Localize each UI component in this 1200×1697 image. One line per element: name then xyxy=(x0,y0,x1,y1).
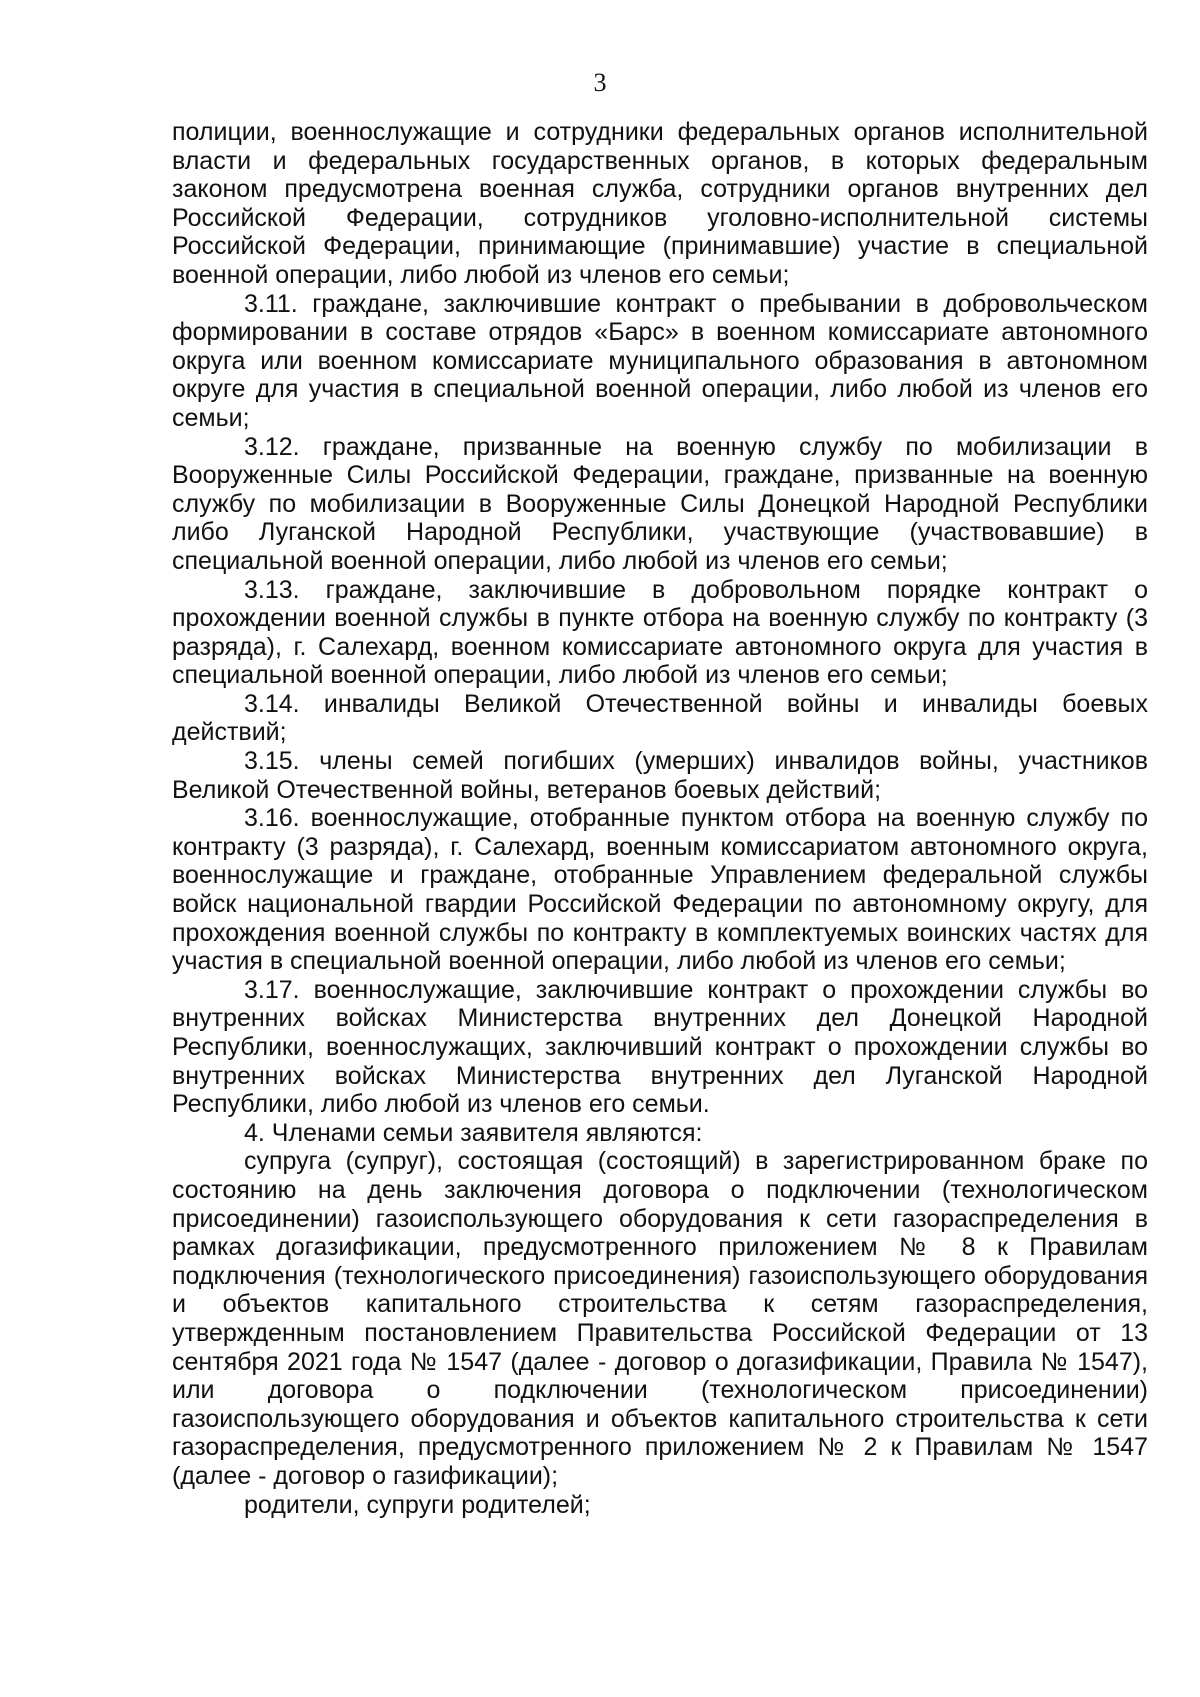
paragraph-3-14: 3.14. инвалиды Великой Отечественной войны и инвалиды боевых действий; xyxy=(172,689,1148,747)
paragraph-3-17: 3.17. военнослужащие, заключившие контракт о прохождении службы во внутренних войсках Министерства внутренних дел Донецкой Народной Республики, военнослужащих, заключивший контракт о прохождении службы во внутренних войсках Министерства внутренних дел Луганской Народной Республики, либо любой из членов его семьи. xyxy=(172,975,1148,1119)
paragraph-4-heading: 4. Членами семьи заявителя являются: xyxy=(244,1118,703,1147)
paragraph-3-12: 3.12. граждане, призванные на военную службу по мобилизации в Вооруженные Силы Российской Федерации, граждане, призванные на военную службу по мобилизации в Вооруженные Силы Донецкой Народной Республики либо Луганской Народной Республики, участвующие (участвовавшие) в специальной военной операции, либо любой из членов его семьи; xyxy=(172,432,1148,575)
paragraph-3-13: 3.13. граждане, заключившие в добровольном порядке контракт о прохождении военной службы в пункте отбора на военную службу по контракту (3 разряда), г. Салехард, военном комиссариате автономного округа для участия в специальной военной операции, либо любой из членов его семьи; xyxy=(172,575,1148,690)
paragraph-continuation: полиции, военнослужащие и сотрудники федеральных органов исполнительной власти и федеральных государственных органов, в которых федеральным законом предусмотрена военная служба, сотрудники органов внутренних дел Российской Федерации, сотрудников уголовно-исполнительной системы Российской Федерации, принимающие (принимавшие) участие в специальной военной операции, либо любой из членов его семьи; xyxy=(172,118,1148,289)
paragraph-spouse: супруга (супруг), состоящая (состоящий) в зарегистрированном браке по состоянию на день заключения договора о подключении (технологическом присоединении) газоиспользующего оборудования к сети газораспределения в рамках догазификации, предусмотренного приложением № 8 к Правилам подключения (технологического присоединения) газоиспользующего оборудования и объектов капитального строительства к сетям газораспределения, утвержденным постановлением Правительства Российской Федерации от 13 сентября 2021 года № 1547 (далее - договор о догазификации, Правила № 1547), или договора о подключении (технологическом присоединении) газоиспользующего оборудования и объектов капитального строительства к сети газораспределения, предусмотренного приложением № 2 к Правилам № 1547 (далее - договор о газификации); xyxy=(172,1147,1148,1490)
document-body xyxy=(172,118,1148,1519)
paragraph-3-11: 3.11. граждане, заключившие контракт о пребывании в добровольческом формировании в составе отрядов «Барс» в военном комиссариате автономного округа или военном комиссариате муниципального образования в автономном округе для участия в специальной военной операции, либо любой из членов его семьи; xyxy=(172,289,1148,432)
page-number: 3 xyxy=(593,68,607,97)
paragraph-3-15: 3.15. члены семей погибших (умерших) инвалидов войны, участников Великой Отечественной войны, ветеранов боевых действий; xyxy=(172,747,1148,804)
paragraph-parents: родители, супруги родителей; xyxy=(244,1490,591,1519)
paragraph-3-16: 3.16. военнослужащие, отобранные пунктом отбора на военную службу по контракту (3 разряда), г. Салехард, военным комиссариатом автономного округа, военнослужащие и граждане, отобранные Управлением федеральной службы войск национальной гвардии Российской Федерации по автономному округу, для прохождения военной службы по контракту в комплектуемых воинских частях для участия в специальной военной операции, либо любой из членов его семьи; xyxy=(172,804,1148,976)
